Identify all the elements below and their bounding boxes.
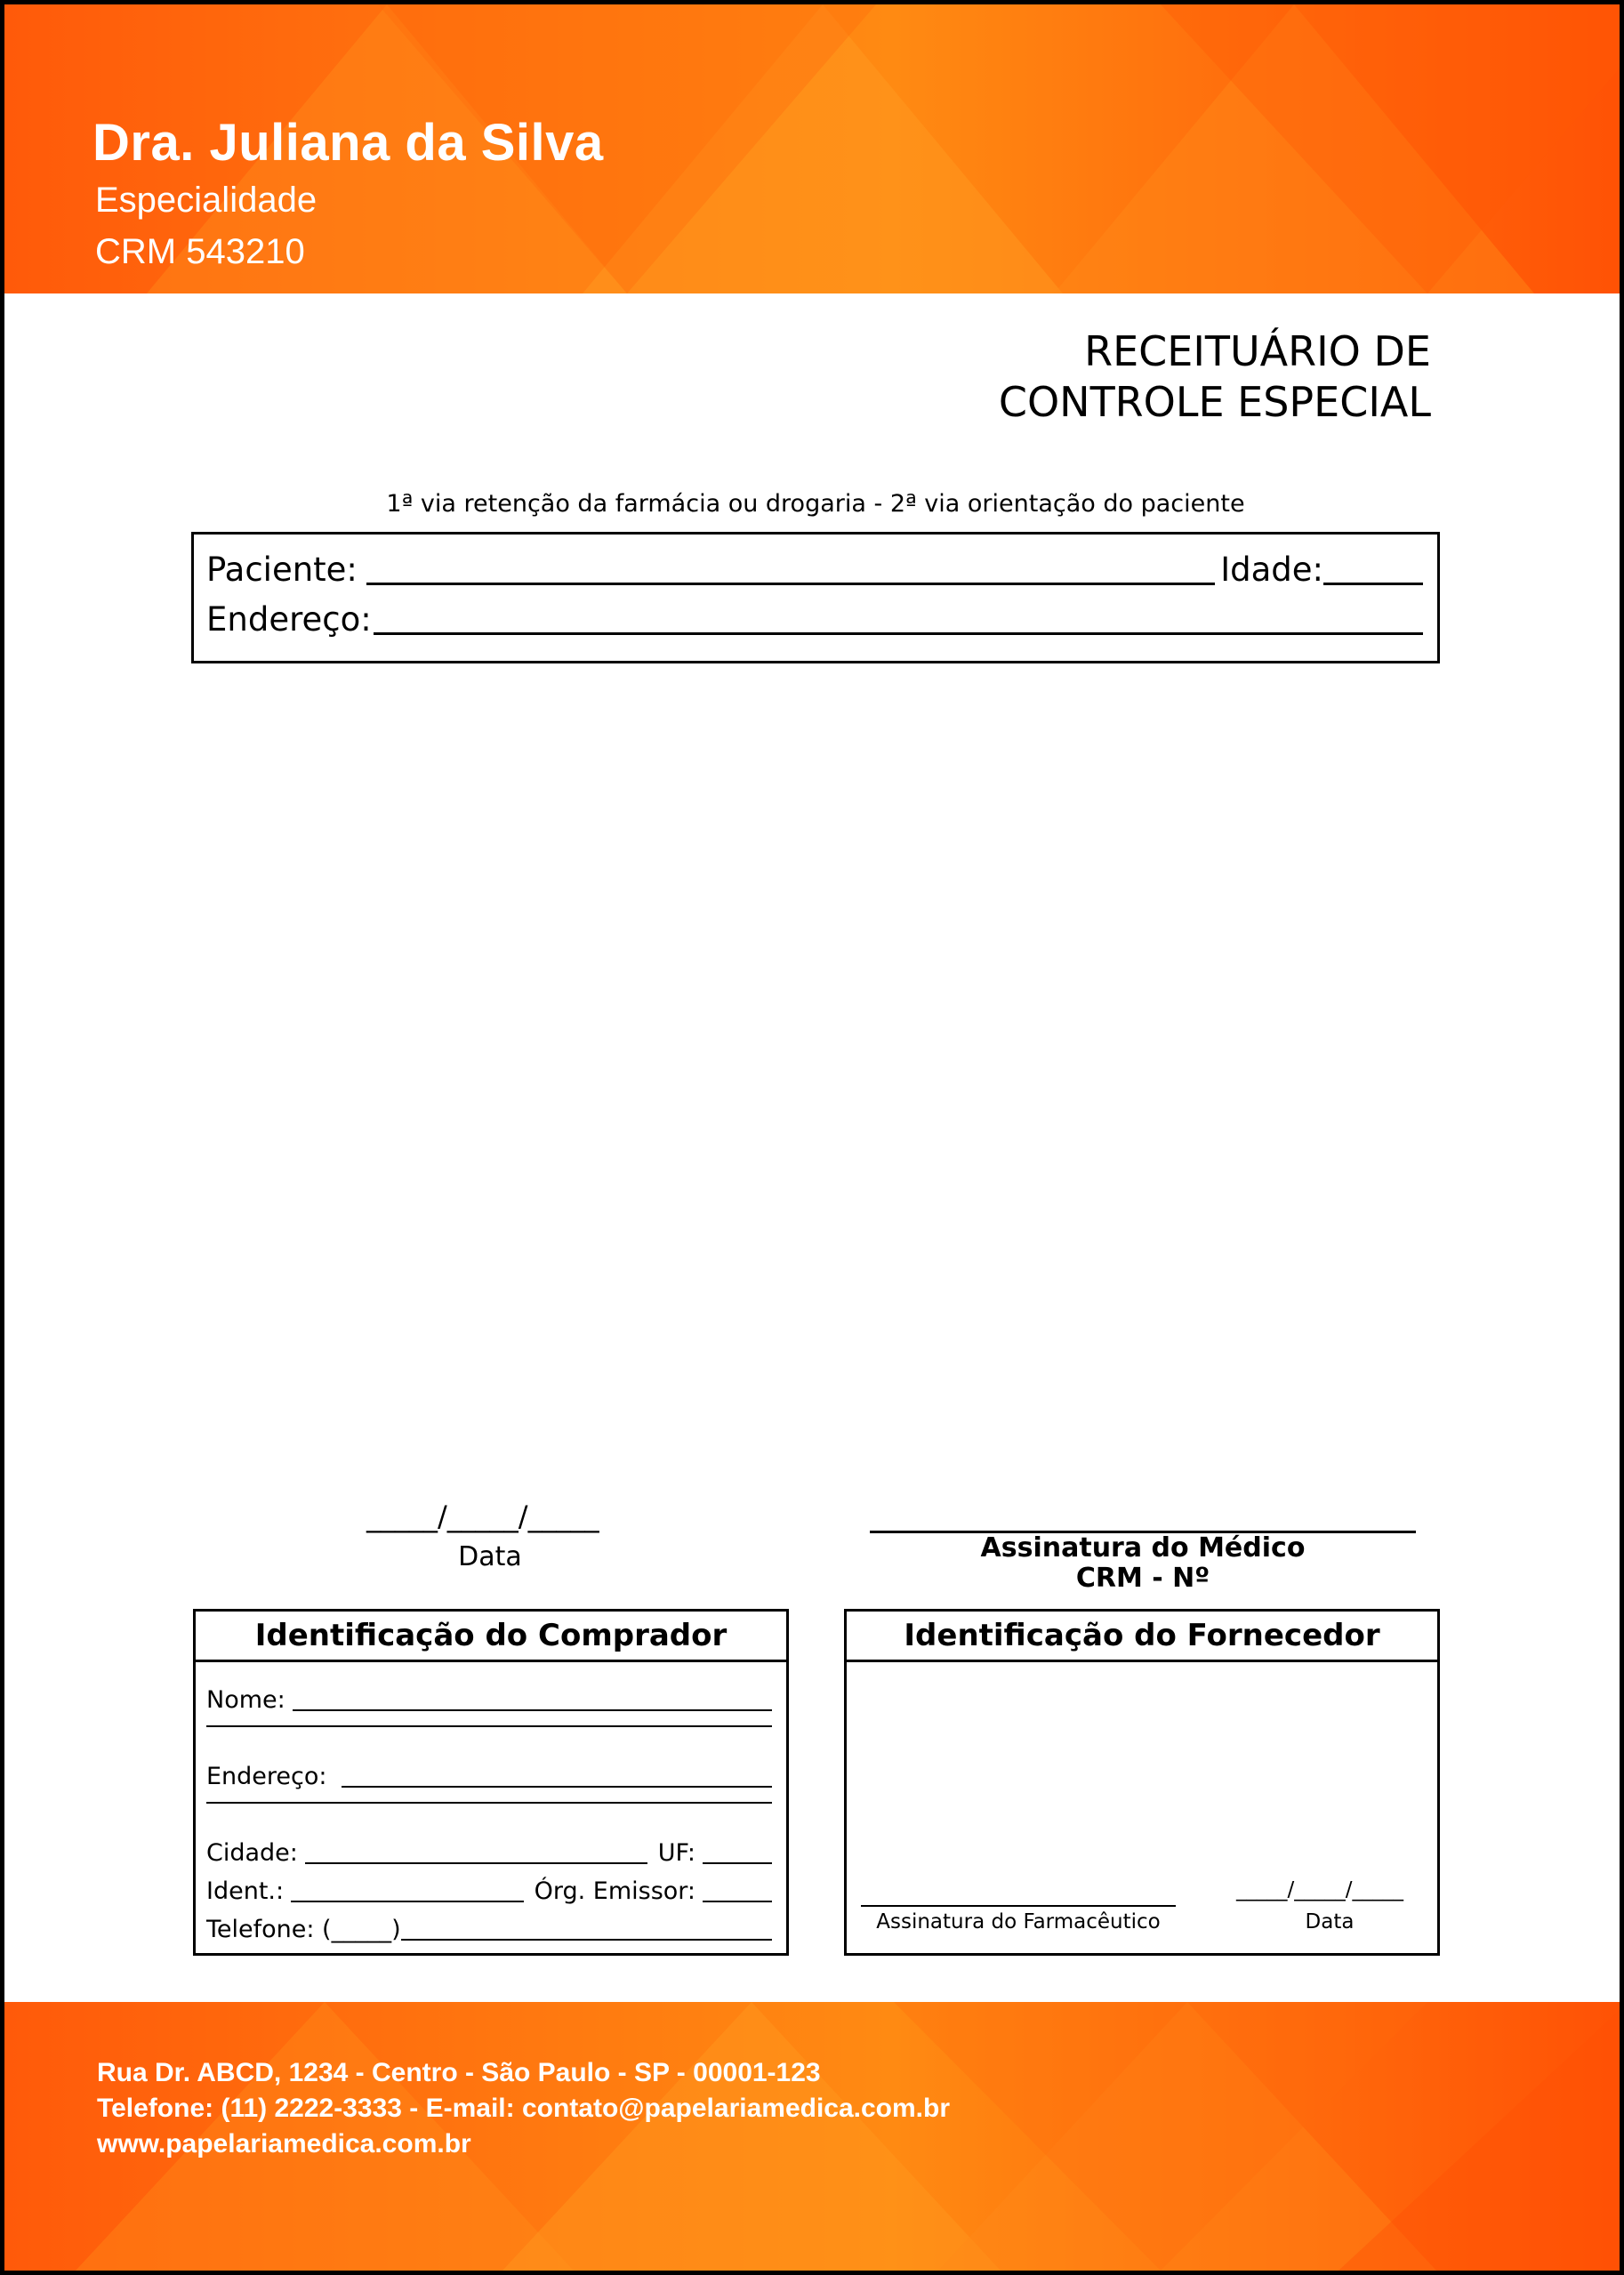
buyer-name-row-2 bbox=[206, 1725, 772, 1730]
pharmacist-signature-line[interactable] bbox=[861, 1905, 1176, 1907]
buyer-address-label: Endereço: bbox=[206, 1763, 327, 1790]
buyer-address-row-2 bbox=[206, 1802, 772, 1806]
header-band bbox=[4, 4, 1620, 293]
buyer-address-field[interactable] bbox=[342, 1786, 772, 1788]
document-title-line2: CONTROLE ESPECIAL bbox=[998, 378, 1431, 426]
buyer-issuer-field[interactable] bbox=[703, 1901, 772, 1902]
age-field[interactable] bbox=[1323, 583, 1423, 585]
buyer-phone-row bbox=[206, 1916, 772, 1943]
address-label: Endereço: bbox=[206, 600, 372, 639]
buyer-name-row bbox=[206, 1686, 772, 1714]
footer-website[interactable]: www.papelariamedica.com.br bbox=[97, 2129, 471, 2158]
supplier-date-label: Data bbox=[1305, 1910, 1355, 1933]
buyer-city-label: Cidade: bbox=[206, 1839, 298, 1867]
buyer-id-label: Ident.: bbox=[206, 1877, 285, 1905]
buyer-name-field-2[interactable] bbox=[206, 1725, 772, 1727]
doctor-name: Dra. Juliana da Silva bbox=[92, 114, 604, 172]
buyer-id-row bbox=[206, 1877, 772, 1905]
doctor-signature-label: Assinatura do Médico bbox=[980, 1532, 1306, 1564]
copy-instructions: 1ª via retenção da farmácia ou drogaria - 2ª via orientação do paciente bbox=[386, 490, 1245, 518]
buyer-city-field[interactable] bbox=[305, 1862, 647, 1864]
age-label: Idade: bbox=[1220, 551, 1323, 589]
address-field[interactable] bbox=[374, 632, 1423, 635]
footer-band bbox=[4, 2002, 1620, 2271]
footer-address: Rua Dr. ABCD, 1234 - Centro - São Paulo - SP - 00001-123 bbox=[97, 2058, 821, 2087]
buyer-identification-box bbox=[193, 1609, 789, 1956]
buyer-id-field[interactable] bbox=[291, 1901, 523, 1902]
date-field[interactable]: _____/_____/_____ bbox=[366, 1499, 599, 1533]
supplier-date-field[interactable]: _____/_____/_____ bbox=[1236, 1878, 1403, 1901]
buyer-address-row bbox=[206, 1763, 772, 1790]
buyer-phone-label: Telefone: (_____) bbox=[206, 1916, 401, 1943]
buyer-box-title: Identificação do Comprador bbox=[196, 1612, 786, 1662]
buyer-name-label: Nome: bbox=[206, 1686, 285, 1714]
supplier-identification-box bbox=[844, 1609, 1440, 1956]
supplier-box-title: Identificação do Fornecedor bbox=[847, 1612, 1437, 1662]
doctor-crm: CRM 543210 bbox=[95, 232, 305, 271]
address-row bbox=[206, 600, 1423, 639]
pharmacist-signature-label: Assinatura do Farmacêutico bbox=[876, 1910, 1161, 1933]
footer-contact: Telefone: (11) 2222-3333 - E-mail: contato@papelariamedica.com.br bbox=[97, 2094, 951, 2123]
buyer-uf-field[interactable] bbox=[703, 1862, 772, 1864]
patient-row bbox=[206, 551, 1423, 589]
patient-name-field[interactable] bbox=[366, 583, 1215, 585]
buyer-phone-field[interactable] bbox=[401, 1939, 772, 1941]
document-title-line1: RECEITUÁRIO DE bbox=[1084, 327, 1431, 375]
doctor-crm-label: CRM - Nº bbox=[1075, 1563, 1210, 1594]
buyer-issuer-label: Órg. Emissor: bbox=[534, 1877, 695, 1905]
buyer-address-field-2[interactable] bbox=[206, 1802, 772, 1804]
doctor-specialty: Especialidade bbox=[95, 181, 318, 220]
patient-box bbox=[191, 532, 1440, 663]
patient-label: Paciente: bbox=[206, 551, 358, 589]
buyer-uf-label: UF: bbox=[657, 1839, 695, 1867]
document-title bbox=[999, 326, 1431, 428]
date-label: Data bbox=[458, 1541, 522, 1572]
buyer-name-field[interactable] bbox=[293, 1709, 772, 1711]
buyer-city-row bbox=[206, 1839, 772, 1867]
